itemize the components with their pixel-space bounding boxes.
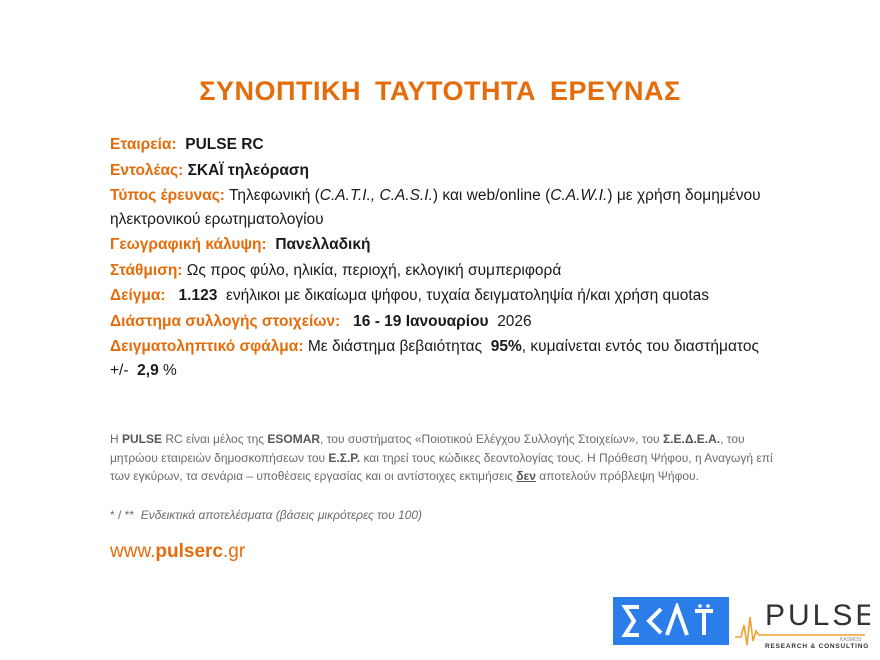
error-label: Δειγματοληπτικό σφάλμα: — [110, 338, 304, 355]
note-text: και τηρεί τους κώδικες δεοντολογίας τους. Η Πρόθεση Ψήφου, η Αναγωγή επί των εγκύρων, τα σενάρια – υποθέσεις εργασίας και οι αντίστοιχες εκτιμήσεις — [110, 450, 773, 483]
note-text: , του μητρώου εταιρειών δημοσκοπήσεων του — [110, 432, 745, 465]
period-dates: 16 - 19 Ιανουαρίου — [353, 312, 489, 330]
sample-label: Δείγμα: — [110, 287, 166, 304]
coverage-row — [110, 233, 775, 257]
period-year: 2026 — [497, 312, 532, 330]
skai-logo-icon — [621, 603, 721, 639]
sample-row — [110, 284, 775, 308]
company-label: Εταιρεία: — [110, 136, 177, 153]
pulse-logo-icon — [735, 595, 870, 650]
skai-logo — [613, 597, 729, 645]
company-value: PULSE RC — [185, 136, 264, 153]
survey-type-text: ) και web/online ( — [432, 187, 551, 204]
company-row — [110, 133, 775, 157]
coverage-value: Πανελλαδική — [275, 236, 371, 253]
footnote-marks: * / ** — [110, 508, 135, 522]
svg-text:RESEARCH & CONSULTING: RESEARCH & CONSULTING — [765, 643, 870, 650]
note-sedea: Σ.Ε.Δ.Ε.Α. — [662, 432, 721, 446]
weighting-value: Ως προς φύλο, ηλικία, περιοχή, εκλογική συμπεριφορά — [186, 261, 562, 279]
svg-text:PULSE: PULSE — [765, 599, 870, 632]
weighting-label: Στάθμιση: — [110, 261, 183, 279]
website-link[interactable] — [110, 541, 245, 563]
survey-type-text: Τηλεφωνική ( — [228, 187, 320, 204]
error-text: Με διάστημα βεβαιότητας — [307, 338, 483, 355]
survey-type-text: ) με χρήση δομημένου ηλεκτρονικού ερωτηματολογίου — [110, 187, 761, 228]
note-text: αποτελούν πρόβλεψη Ψήφου. — [535, 469, 699, 483]
pulse-logo — [735, 595, 870, 650]
sample-size: 1.123 — [178, 287, 218, 304]
url-prefix: www. — [110, 541, 156, 562]
weighting-row — [110, 259, 775, 283]
error-row — [110, 335, 775, 382]
percent-sign: % — [163, 361, 177, 379]
client-value: ΣΚΑΪ τηλεόραση — [187, 161, 309, 179]
confidence-level: 95% — [490, 338, 522, 355]
period-label: Διάστημα συλλογής στοιχείων: — [110, 312, 341, 330]
client-label: Εντολέας: — [110, 161, 184, 179]
note-text: Η — [110, 432, 122, 446]
disclaimer-note — [110, 430, 780, 486]
error-text: , κυμαίνεται εντός του διαστήματος +/- — [110, 338, 759, 379]
footnote-text: Ενδεικτικά αποτελέσματα (βάσεις μικρότερες του 100) — [140, 508, 423, 522]
sample-description: ενήλικοι με δικαίωμα ψήφου, τυχαία δειγματοληψία ή/και χρήση quotas — [225, 287, 710, 304]
survey-type-row — [110, 184, 775, 231]
url-domain: pulserc — [155, 541, 223, 562]
survey-summary — [110, 133, 775, 384]
error-margin: 2,9 — [137, 361, 159, 379]
note-text: , του συστήματος «Ποιοτικού Ελέγχου Συλλογής Στοιχείων», του — [320, 432, 663, 446]
note-den: δεν — [516, 469, 536, 483]
url-suffix: .gr — [223, 541, 246, 562]
survey-type-method: C.A.W.I. — [550, 187, 608, 204]
svg-text:KASMOS: KASMOS — [840, 637, 862, 643]
note-esr: Ε.Σ.Ρ. — [328, 450, 361, 465]
client-row — [110, 159, 775, 183]
footnote — [110, 508, 422, 522]
coverage-label: Γεωγραφική κάλυψη: — [110, 236, 267, 253]
note-pulse: PULSE — [122, 432, 163, 446]
survey-type-label: Τύπος έρευνας: — [110, 187, 225, 204]
note-esomar: ESOMAR — [267, 432, 321, 446]
note-text: RC είναι μέλος της — [162, 432, 268, 446]
page-title: ΣΥΝΟΠΤΙΚΗ ΤΑΥΤΟΤΗΤΑ ΕΡΕΥΝΑΣ — [199, 76, 681, 106]
period-row — [110, 310, 775, 334]
survey-type-method: C.A.T.I., C.A.S.I. — [319, 187, 433, 204]
